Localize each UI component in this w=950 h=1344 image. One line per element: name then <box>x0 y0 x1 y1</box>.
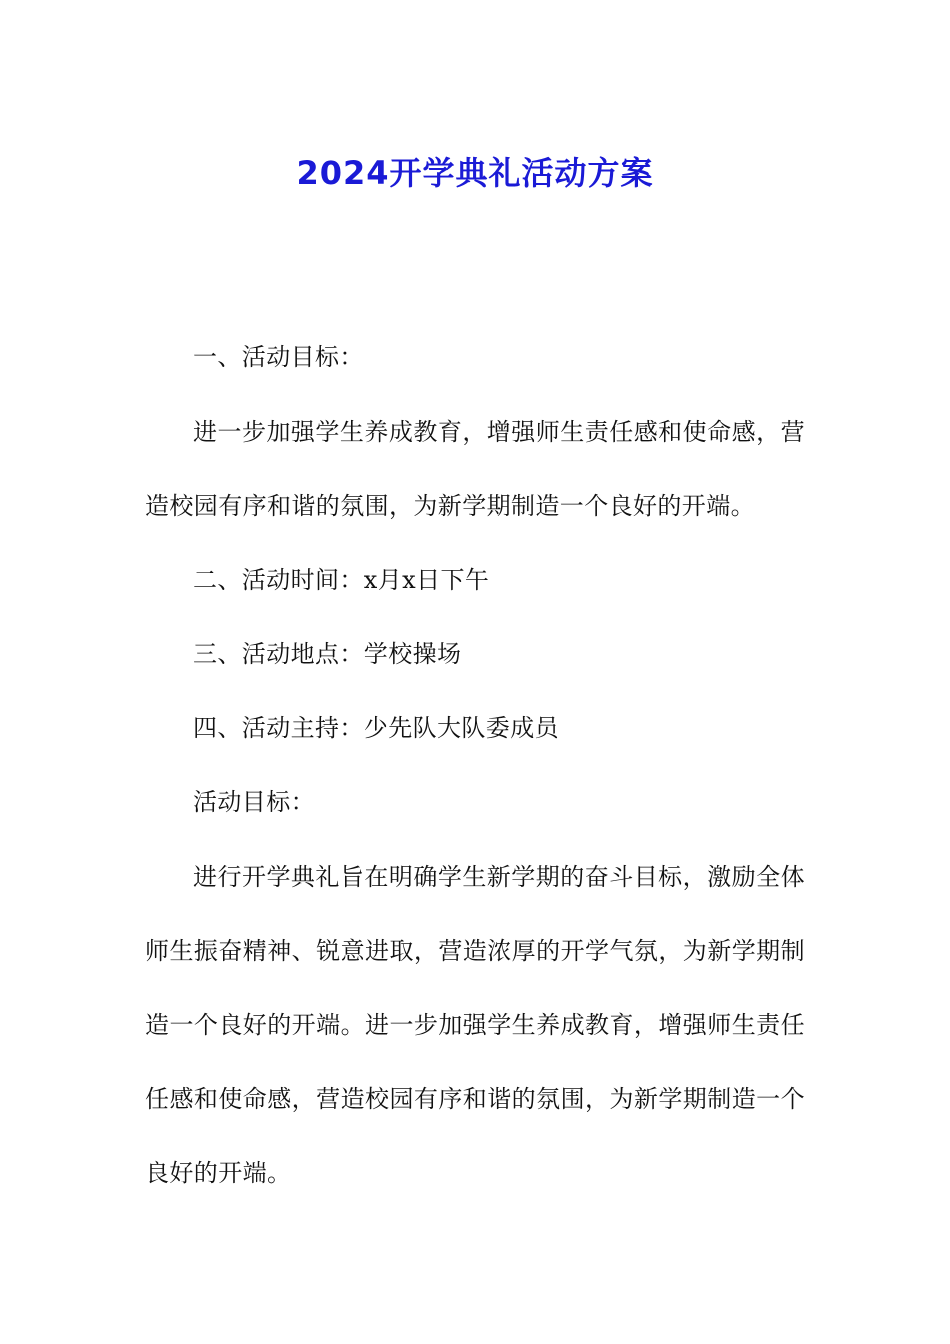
activity-goal-heading: 活动目标： <box>193 788 315 816</box>
activity-goal-paragraph: 进行开学典礼旨在明确学生新学期的奋斗目标，激励全体师生振奋精神、锐意进取，营造浓厚的开学气氛，为新学期制造一个良好的开端。进一步加强学生养成教育，增强师生责任任感和使命感，营造校园有序和谐的氛围，为新学期制造一个良好的开端。 <box>145 863 805 1187</box>
activity-location: 三、活动地点：学校操场 <box>193 640 462 668</box>
document-body <box>145 339 805 1229</box>
document-title: 2024开学典礼活动方案 <box>296 154 654 193</box>
section-heading-goal: 一、活动目标： <box>193 343 364 371</box>
activity-time: 二、活动时间：x月x日下午 <box>193 566 490 594</box>
goal-paragraph: 进一步加强学生养成教育，增强师生责任感和使命感，营造校园有序和谐的氛围，为新学期制造一个良好的开端。 <box>145 418 805 520</box>
activity-host: 四、活动主持：少先队大队委成员 <box>193 714 559 742</box>
